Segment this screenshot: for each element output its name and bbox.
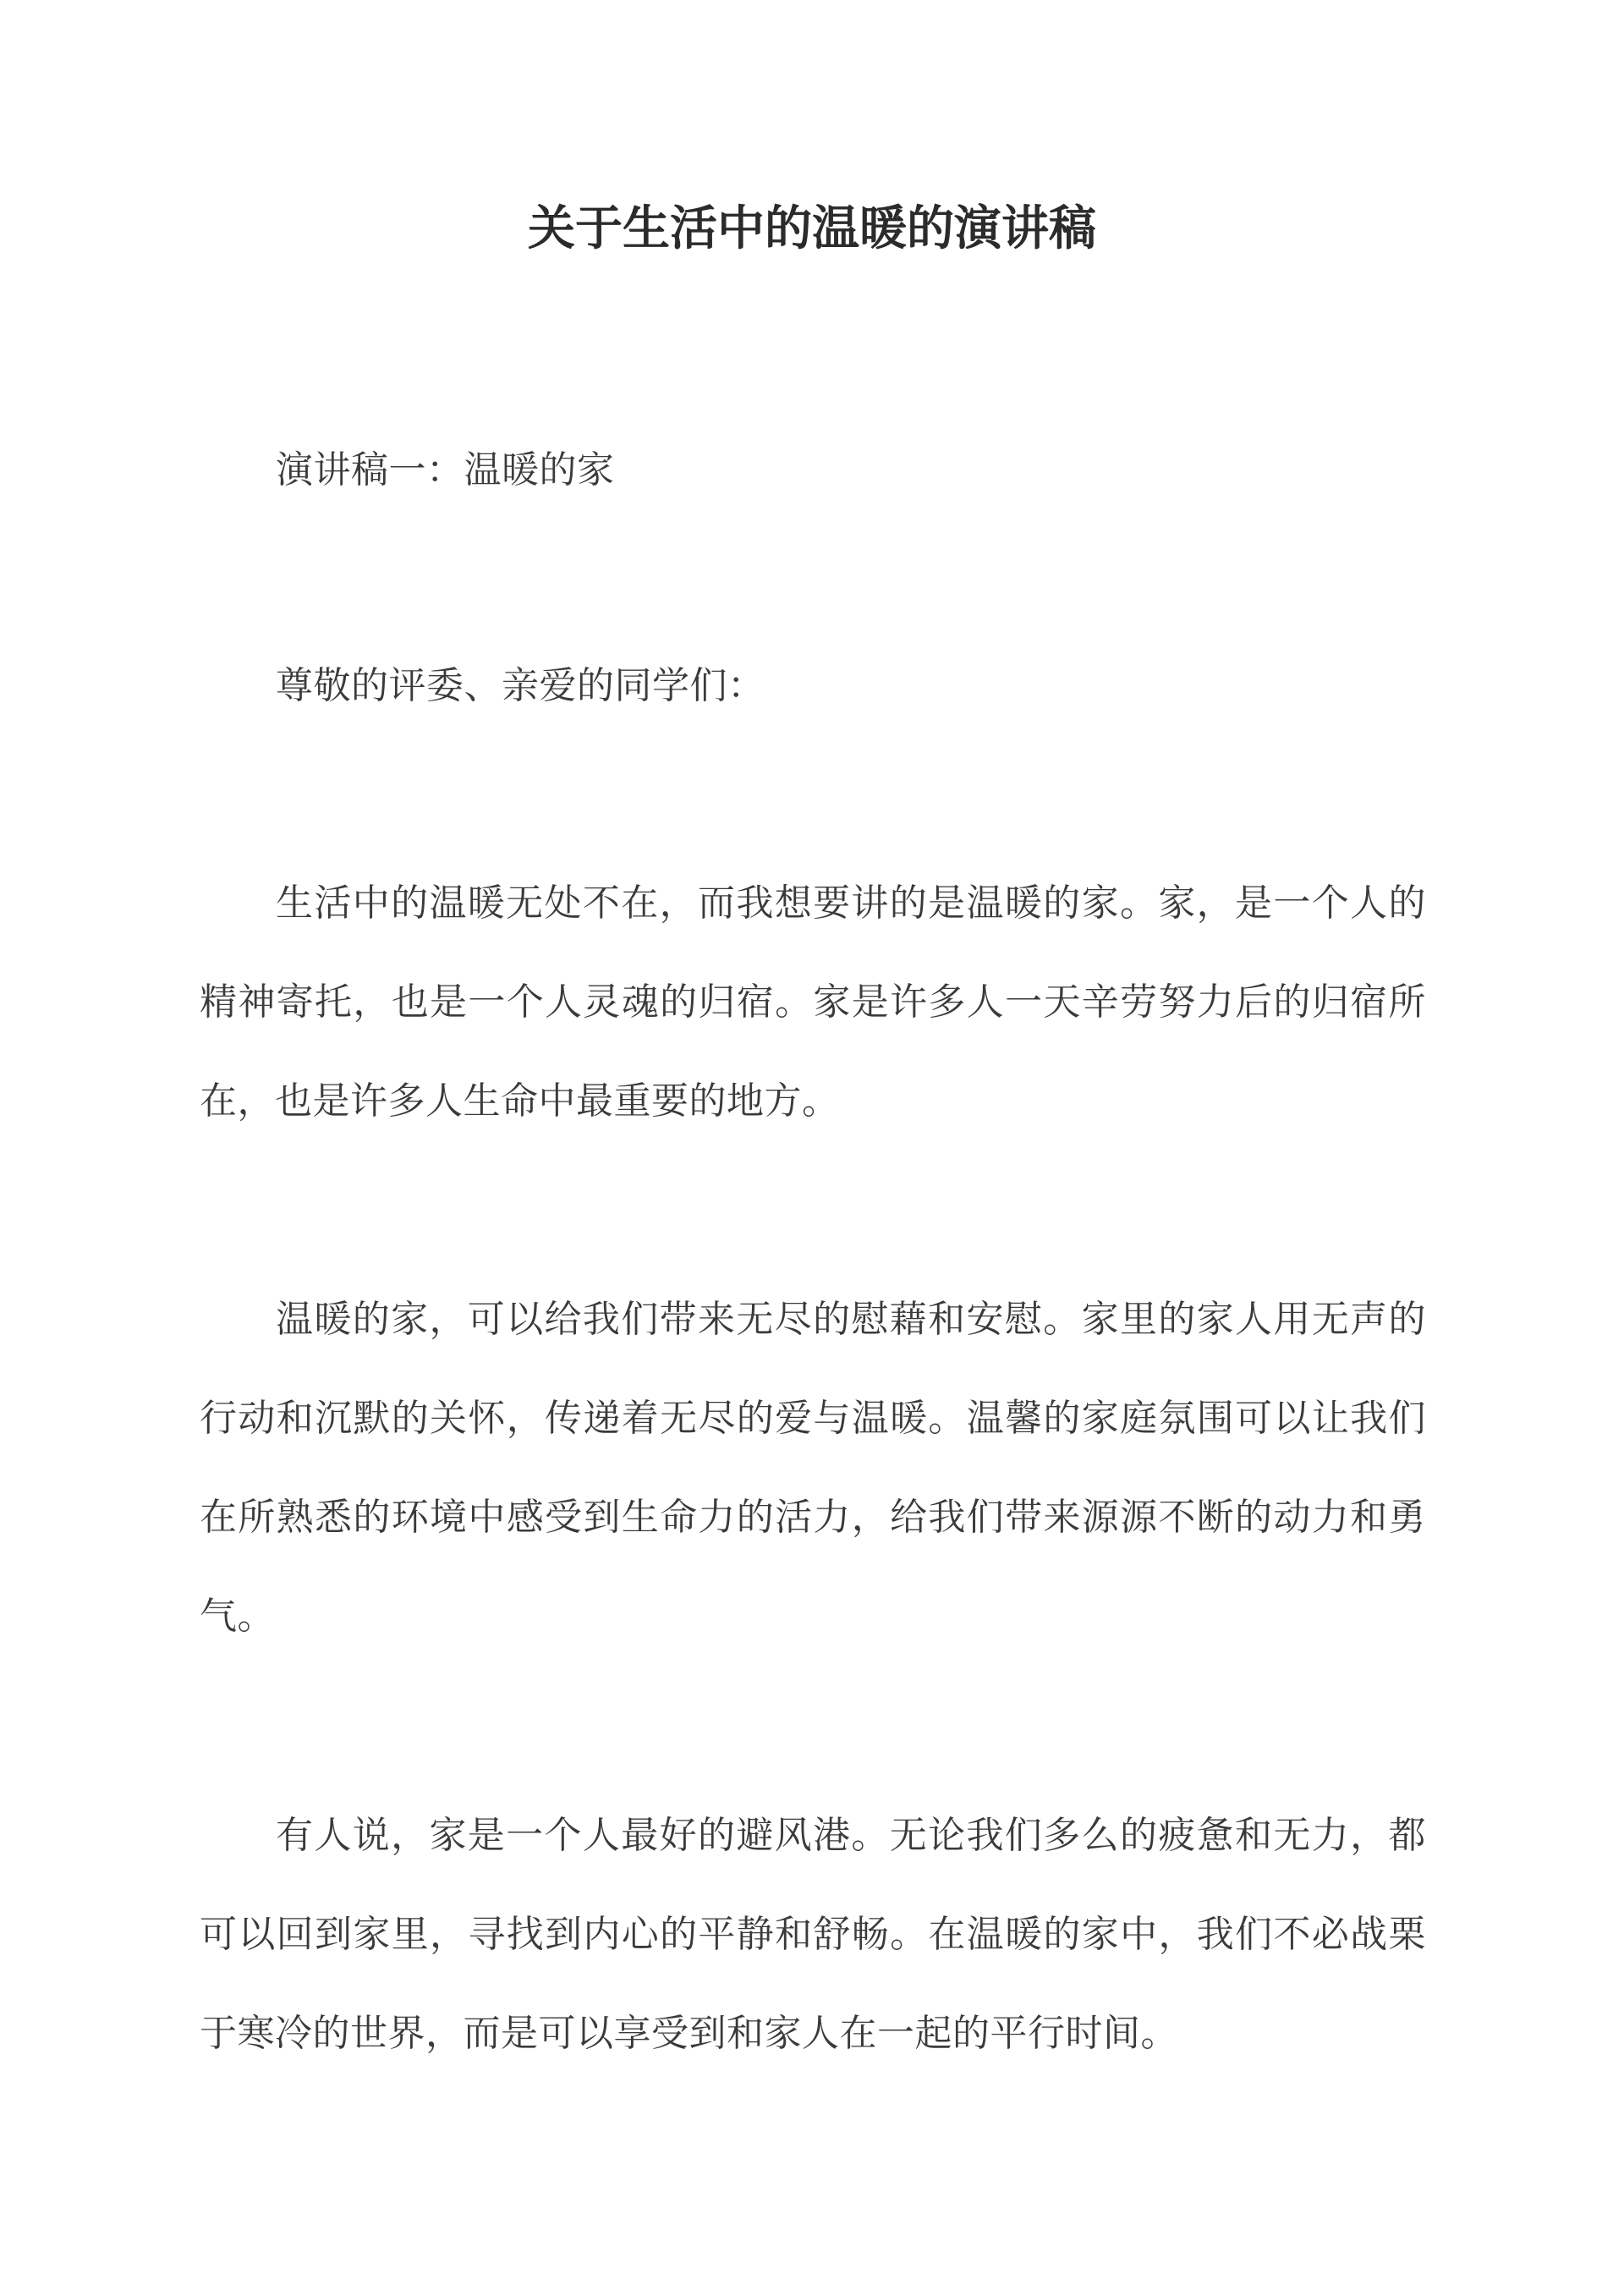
section-heading: 演讲稿一：温暖的家 — [276, 448, 615, 492]
body-paragraph-1: 生活中的温暖无处不在，而我想要讲的是温暖的家。家，是一个人的精神寄托，也是一个人灵魂的归宿。家是许多人一天辛劳努力后的归宿所在，也是许多人生命中最重要的地方。 — [200, 882, 1426, 1123]
greeting-line: 尊敬的评委、亲爱的同学们： — [276, 664, 765, 707]
body-paragraph-2: 温暖的家，可以给我们带来无尽的慰藉和安慰。家里的家人用无声的行动和沉默的关怀，传递着无尽的爱与温暖。温馨的家庭氛围可以让我们在所熟悉的环境中感受到生命力的活力，给我们带来源源不断的动力和勇气。 — [200, 1298, 1426, 1638]
body-paragraph-3: 有人说，家是一个人最好的避风港。无论我们多么的疲惫和无力，都可以回到家里，寻找到内心的平静和舒畅。在温暖的家中，我们不必战栗于寒冷的世界，而是可以享受到和家人在一起的平行时间。 — [200, 1814, 1426, 2055]
document-title: 关于生活中的温暖的演讲稿 — [528, 200, 1096, 256]
